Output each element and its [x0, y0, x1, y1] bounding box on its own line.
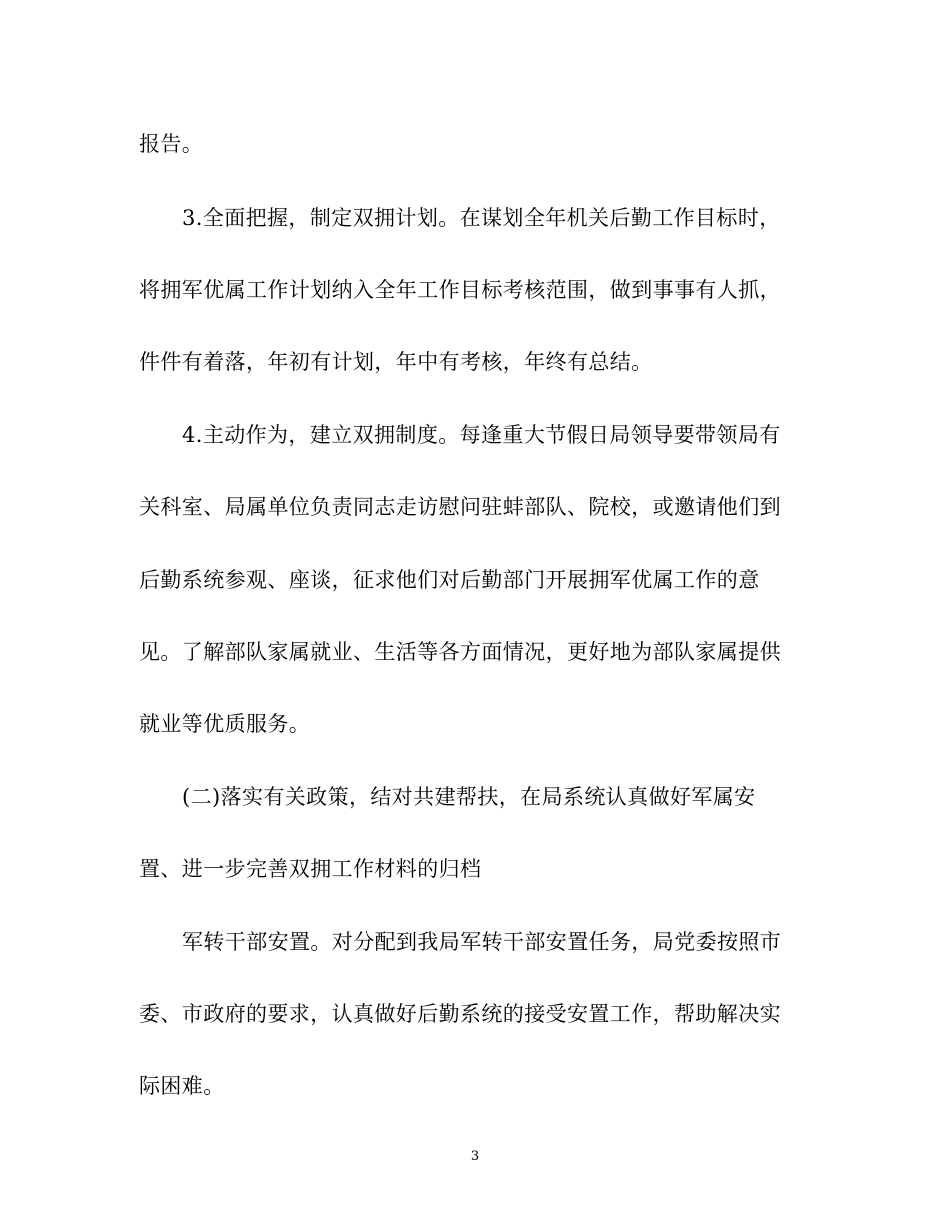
text-line-9: 就业等优质服务。 — [139, 712, 311, 736]
text-line-5: 4.主动作为，建立双拥制度。每逢重大节假日局领导要带领局有 — [182, 423, 781, 447]
text-line-1: 报告。 — [139, 132, 204, 156]
text-line-3: 将拥军优属工作计划纳入全年工作目标考核范围，做到事事有人抓， — [139, 278, 781, 302]
text-line-12: 军转干部安置。对分配到我局军转干部安置任务，局党委按照市 — [182, 930, 782, 954]
text-line-10: (二)落实有关政策，结对共建帮扶，在局系统认真做好军属安 — [182, 785, 756, 809]
text-line-6: 关科室、局属单位负责同志走访慰问驻蚌部队、院校，或邀请他们到 — [139, 495, 781, 519]
text-line-8: 见。了解部队家属就业、生活等各方面情况，更好地为部队家属提供 — [139, 640, 781, 664]
page-number: 3 — [470, 1149, 480, 1164]
text-line-14: 际困难。 — [139, 1074, 225, 1098]
text-line-11: 置、进一步完善双拥工作材料的归档 — [139, 857, 482, 881]
text-line-4: 件件有着落，年初有计划，年中有考核，年终有总结。 — [139, 350, 653, 374]
text-line-13: 委、市政府的要求，认真做好后勤系统的接受安置工作，帮助解决实 — [139, 1002, 781, 1026]
text-line-7: 后勤系统参观、座谈，征求他们对后勤部门开展拥军优属工作的意 — [139, 568, 760, 592]
text-line-2: 3.全面把握，制定双拥计划。在谋划全年机关后勤工作目标时， — [182, 206, 781, 230]
